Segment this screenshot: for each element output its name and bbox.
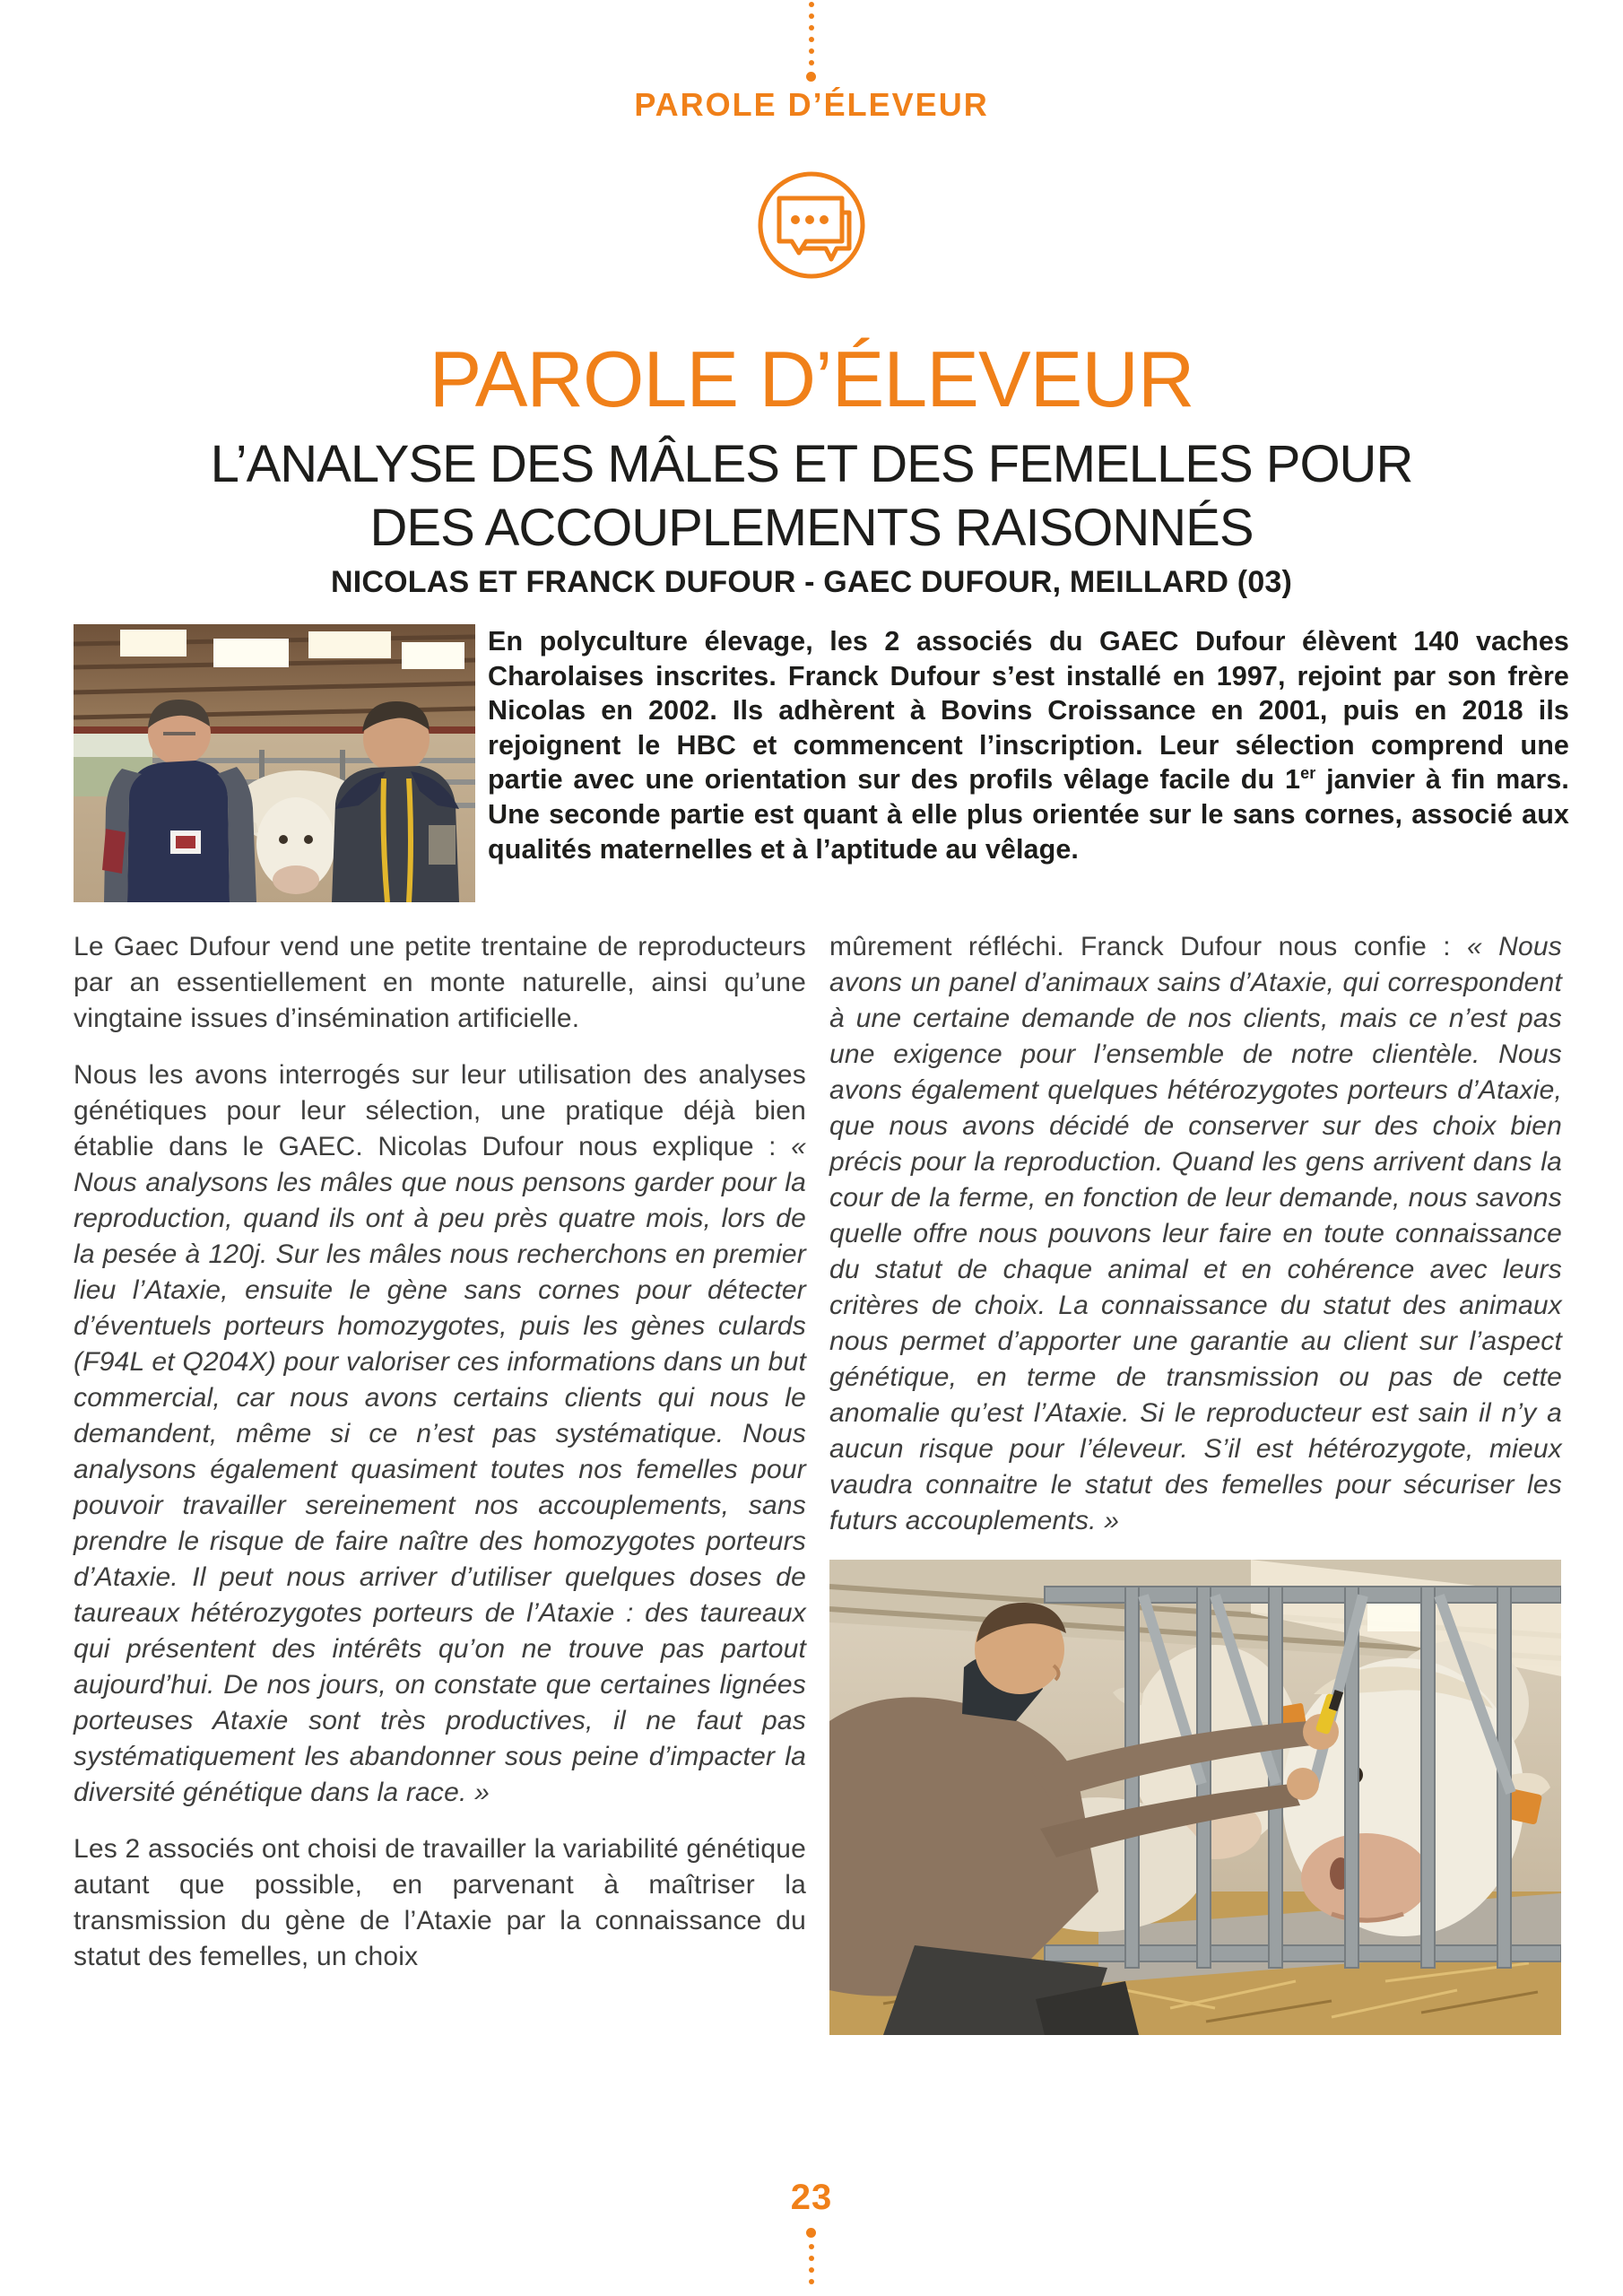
dotted-line-bottom <box>806 2228 816 2284</box>
body-paragraph-2 <box>74 1057 806 1811</box>
dotted-line-top <box>806 2 816 82</box>
byline: NICOLAS ET FRANCK DUFOUR - GAEC DUFOUR, MEILLARD (03) <box>330 565 1293 599</box>
page-subtitle <box>0 432 1623 560</box>
page-number: 23 <box>790 2178 833 2217</box>
ordinal-superscript: er <box>1300 764 1316 783</box>
intro-text-part1: En polyculture élevage, les 2 associés du GAEC Dufour élèvent 140 vaches Charolaises inscrites. Franck Dufour s’est installé en 1997, rejoint par son frère Nicolas en 2002. Ils adhèrent à Bovins Croissance en 2001, puis en 2018 ils rejoignent le HBC et commencent l’inscription. Leur sélection comprend une partie avec une orientation sur des profils vêlage facile du 1 <box>488 626 1569 796</box>
body-paragraph-3: Les 2 associés ont choisi de travailler la variabilité génétique autant que possible, en parvenant à maîtriser la transmission du gène de l’Ataxie par la connaissance du statut des femelles, un choix <box>74 1834 806 1971</box>
ear-tag-sampling-photo <box>829 1560 1561 2035</box>
intro-paragraph <box>488 624 1569 902</box>
paragraph-4-roman: mûrement réfléchi. Franck Dufour nous confie : <box>829 932 1468 961</box>
paragraph-2-quote: « Nous analysons les mâles que nous pensons garder pour la reproduction, quand ils ont à peu près quatre mois, lors de la pesée à 120j. Sur les mâles nous recherchons en premier lieu l’Ataxie, ensuite le gène sans cornes pour détecter d’éventuels porteurs homozygotes, puis les gènes culards (F94L et Q204X) pour valoriser ces informations dans un but commercial, car nous avons certains clients qui nous le demandent, même si ce n’est pas systématique. Nous analysons également quasiment toutes nos femelles pour pouvoir travailler sereinement nos accouplements, sans prendre le risque de faire naître des homozygotes porteurs d’Ataxie. Il peut nous arriver d’utiliser quelques doses de taureaux hétérozygotes porteurs de l’Ataxie : des taureaux qui présentent des intérêts qu’on ne trouve pas partout aujourd’hui. De nos jours, on constate que certaines lignées porteuses Ataxie sont très productives, il ne faut pas systématiquement les abandonner sous peine d’impacter la diversité génétique dans la race. » <box>74 1132 806 1807</box>
paragraph-4-quote: « Nous avons un panel d’animaux sains d’Ataxie, qui correspondent à une certaine demande de nos clients, mais ce n’est pas une exigence pour l’ensemble de notre clientèle. Nous avons également quelques hétérozygotes porteurs d’Ataxie, que nous avons décidé de conserver sur des choix bien précis pour la reproduction. Quand les gens arrivent dans la cour de la ferme, en fonction de leur demande, nous savons quelle offre nous pouvons leur faire en toute connaissance du statut de chaque animal et en cohérence avec leurs critères de choix. La connaissance du statut des animaux nous permet d’apporter une garantie au client sur l’aspect génétique, en terme de transmission ou pas de cette anomalie qu’est l’Ataxie. Si le reproducteur est sain il n’y a aucun risque pour l’éleveur. S’il est hétérozygote, mieux vaudra connaitre le statut des femelles pour sécuriser les futurs accouplements. » <box>829 932 1562 1535</box>
intro-section <box>74 624 1569 902</box>
page-subtitle-line1: L’ANALYSE DES MÂLES ET DES FEMELLES POUR <box>210 435 1413 493</box>
page-subtitle-line2: DES ACCOUPLEMENTS RAISONNÉS <box>369 499 1254 557</box>
article-body <box>74 929 1562 2035</box>
barn-portrait-photo <box>74 624 475 902</box>
speech-bubbles-icon <box>756 170 867 281</box>
body-paragraph-4 <box>829 929 1562 1539</box>
section-kicker: PAROLE D’ÉLEVEUR <box>634 86 989 123</box>
page-title: PAROLE D’ÉLEVEUR <box>429 335 1194 423</box>
body-paragraph-1: Le Gaec Dufour vend une petite trentaine de reproducteurs par an essentiellement en monte naturelle, ainsi qu’une vingtaine issues d’insémination artificielle. <box>74 932 806 1033</box>
article-column-right <box>829 929 1562 2035</box>
article-column-left <box>74 929 806 2035</box>
paragraph-2-roman: Nous les avons interrogés sur leur utilisation des analyses génétiques pour leur sélection, une pratique déjà bien établie dans le GAEC. Nicolas Dufour nous explique : <box>74 1060 806 1161</box>
intro-text-part2: janvier à fin mars. Une seconde partie est quant à elle plus orientée sur le sans cornes, associé aux qualités maternelles et à l’aptitude au vêlage. <box>488 764 1569 865</box>
